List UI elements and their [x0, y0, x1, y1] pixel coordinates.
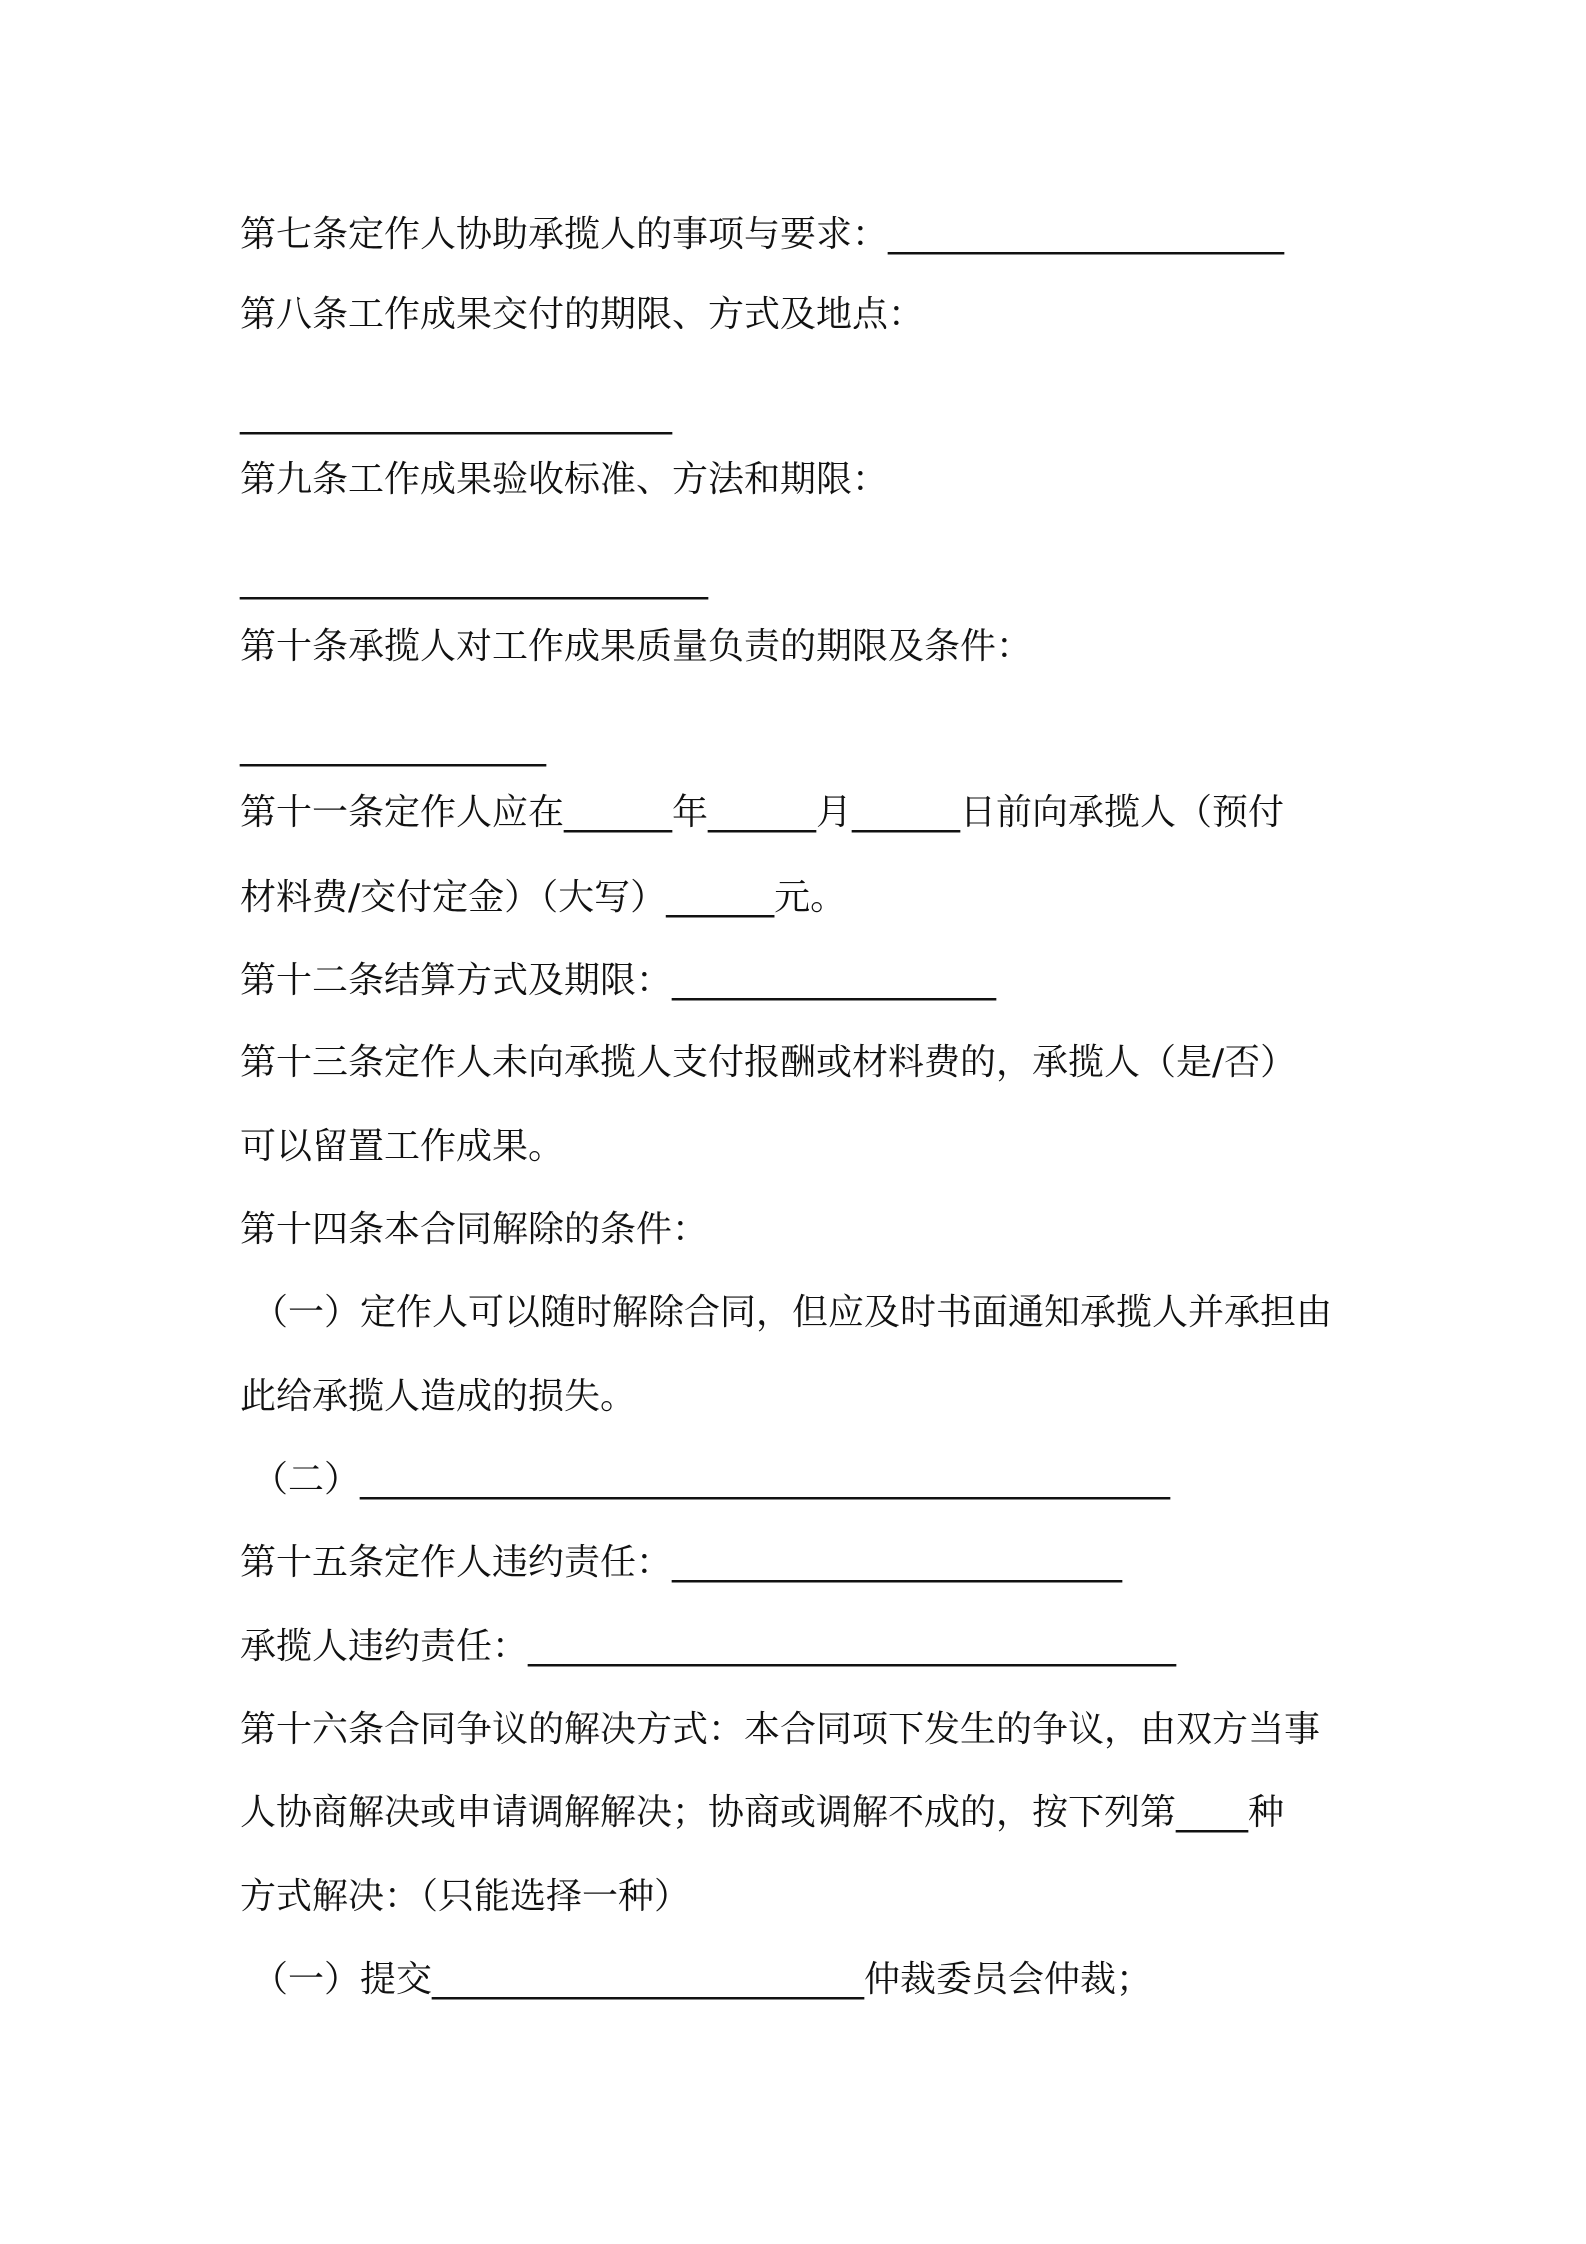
- clause-14-item-1-line-2: 此给承揽人造成的损失。: [240, 1376, 637, 1417]
- clause-9-heading: 第九条工作成果验收标准、方法和期限：: [240, 459, 889, 500]
- clause-14-item-1-line-1: （一）定作人可以随时解除合同，但应及时书面通知承揽人并承担由: [252, 1292, 1333, 1333]
- clause-13-line-1: 第十三条定作人未向承揽人支付报酬或材料费的，承揽人（是/否）: [240, 1042, 1297, 1083]
- clause-12: 第十二条结算方式及期限：__________________: [240, 960, 997, 1001]
- clause-13-line-2: 可以留置工作成果。: [240, 1126, 565, 1167]
- clause-10-heading: 第十条承揽人对工作成果质量负责的期限及条件：: [240, 626, 1033, 667]
- clause-14-item-2: （二）_____________________________________________: [252, 1459, 1171, 1500]
- clause-14-heading: 第十四条本合同解除的条件：: [240, 1209, 709, 1250]
- clause-10-blank: _________________: [240, 726, 546, 767]
- clause-16-line-1: 第十六条合同争议的解决方式：本合同项下发生的争议，由双方当事: [240, 1709, 1321, 1750]
- clause-11-line-1: 第十一条定作人应在______年______月______日前向承揽人（预付: [240, 792, 1285, 833]
- clause-15-contractor-liability: 第十五条定作人违约责任：_________________________: [240, 1542, 1123, 1583]
- clause-15-undertaker-liability: 承揽人违约责任：____________________________________: [240, 1626, 1177, 1667]
- clause-8-blank: ________________________: [240, 394, 672, 435]
- clause-8-heading: 第八条工作成果交付的期限、方式及地点：: [240, 294, 925, 335]
- clause-16-line-2: 人协商解决或申请调解解决；协商或调解不成的，按下列第____种: [240, 1792, 1285, 1833]
- clause-16-option-1: （一）提交________________________仲裁委员会仲裁；: [252, 1959, 1153, 2000]
- clause-16-line-3: 方式解决：（只能选择一种）: [240, 1876, 691, 1917]
- clause-11-line-2: 材料费/交付定金）（大写）______元。: [240, 877, 847, 918]
- clause-7: 第七条定作人协助承揽人的事项与要求：______________________: [240, 214, 1285, 255]
- clause-9-blank: __________________________: [240, 559, 708, 600]
